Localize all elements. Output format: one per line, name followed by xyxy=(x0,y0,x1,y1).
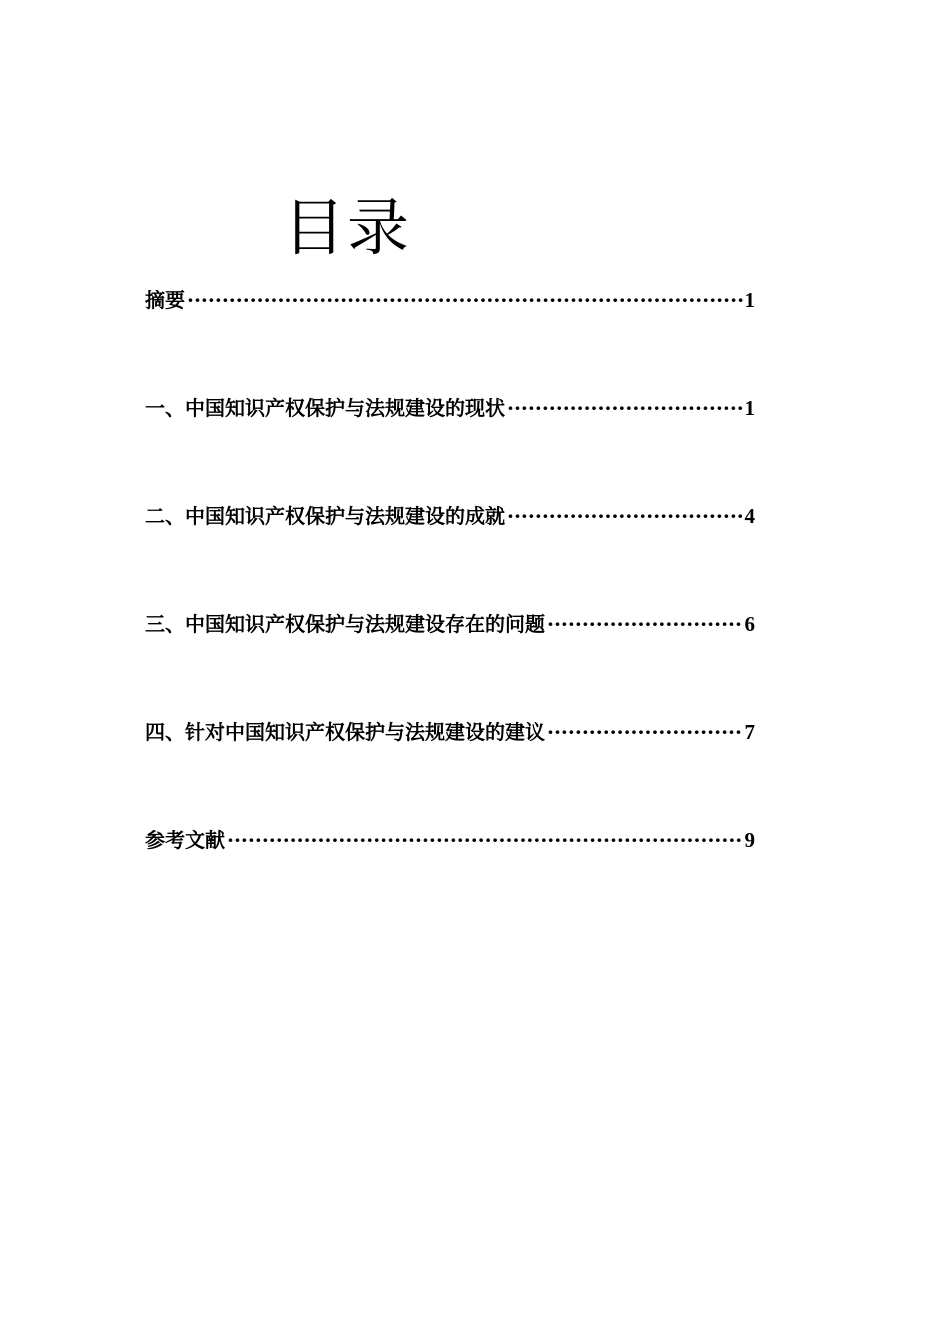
toc-entry-label: 三、中国知识产权保护与法规建设存在的问题 xyxy=(145,612,545,636)
toc-entry-section-3[interactable] xyxy=(145,608,755,716)
toc-entry-page-number: 1 xyxy=(744,396,755,420)
toc-entry-references[interactable] xyxy=(145,824,755,932)
toc-dot-leader xyxy=(187,284,743,316)
toc-dot-leader xyxy=(507,392,743,424)
toc-entry-section-2[interactable] xyxy=(145,500,755,608)
toc-entry-label: 二、中国知识产权保护与法规建设的成就 xyxy=(145,504,505,528)
toc-entry-section-1[interactable] xyxy=(145,392,755,500)
toc-dot-leader xyxy=(547,608,743,640)
toc-dot-leader xyxy=(507,500,743,532)
toc-entry-label: 参考文献 xyxy=(145,828,225,852)
toc-entry-label: 一、中国知识产权保护与法规建设的现状 xyxy=(145,396,505,420)
toc-entry-page-number: 1 xyxy=(744,288,755,312)
toc-entry-page-number: 6 xyxy=(744,612,755,636)
toc-entry-page-number: 4 xyxy=(744,504,755,528)
toc-title: 目录 xyxy=(283,191,412,264)
toc-entry-section-4[interactable] xyxy=(145,716,755,824)
toc-entry-label: 摘要 xyxy=(145,288,185,312)
toc-list xyxy=(145,284,755,932)
toc-entry-abstract[interactable] xyxy=(145,284,755,392)
toc-dot-leader xyxy=(227,824,743,856)
toc-entry-label: 四、针对中国知识产权保护与法规建设的建议 xyxy=(145,720,545,744)
toc-dot-leader xyxy=(547,716,743,748)
toc-entry-page-number: 9 xyxy=(744,828,755,852)
toc-entry-page-number: 7 xyxy=(744,720,755,744)
